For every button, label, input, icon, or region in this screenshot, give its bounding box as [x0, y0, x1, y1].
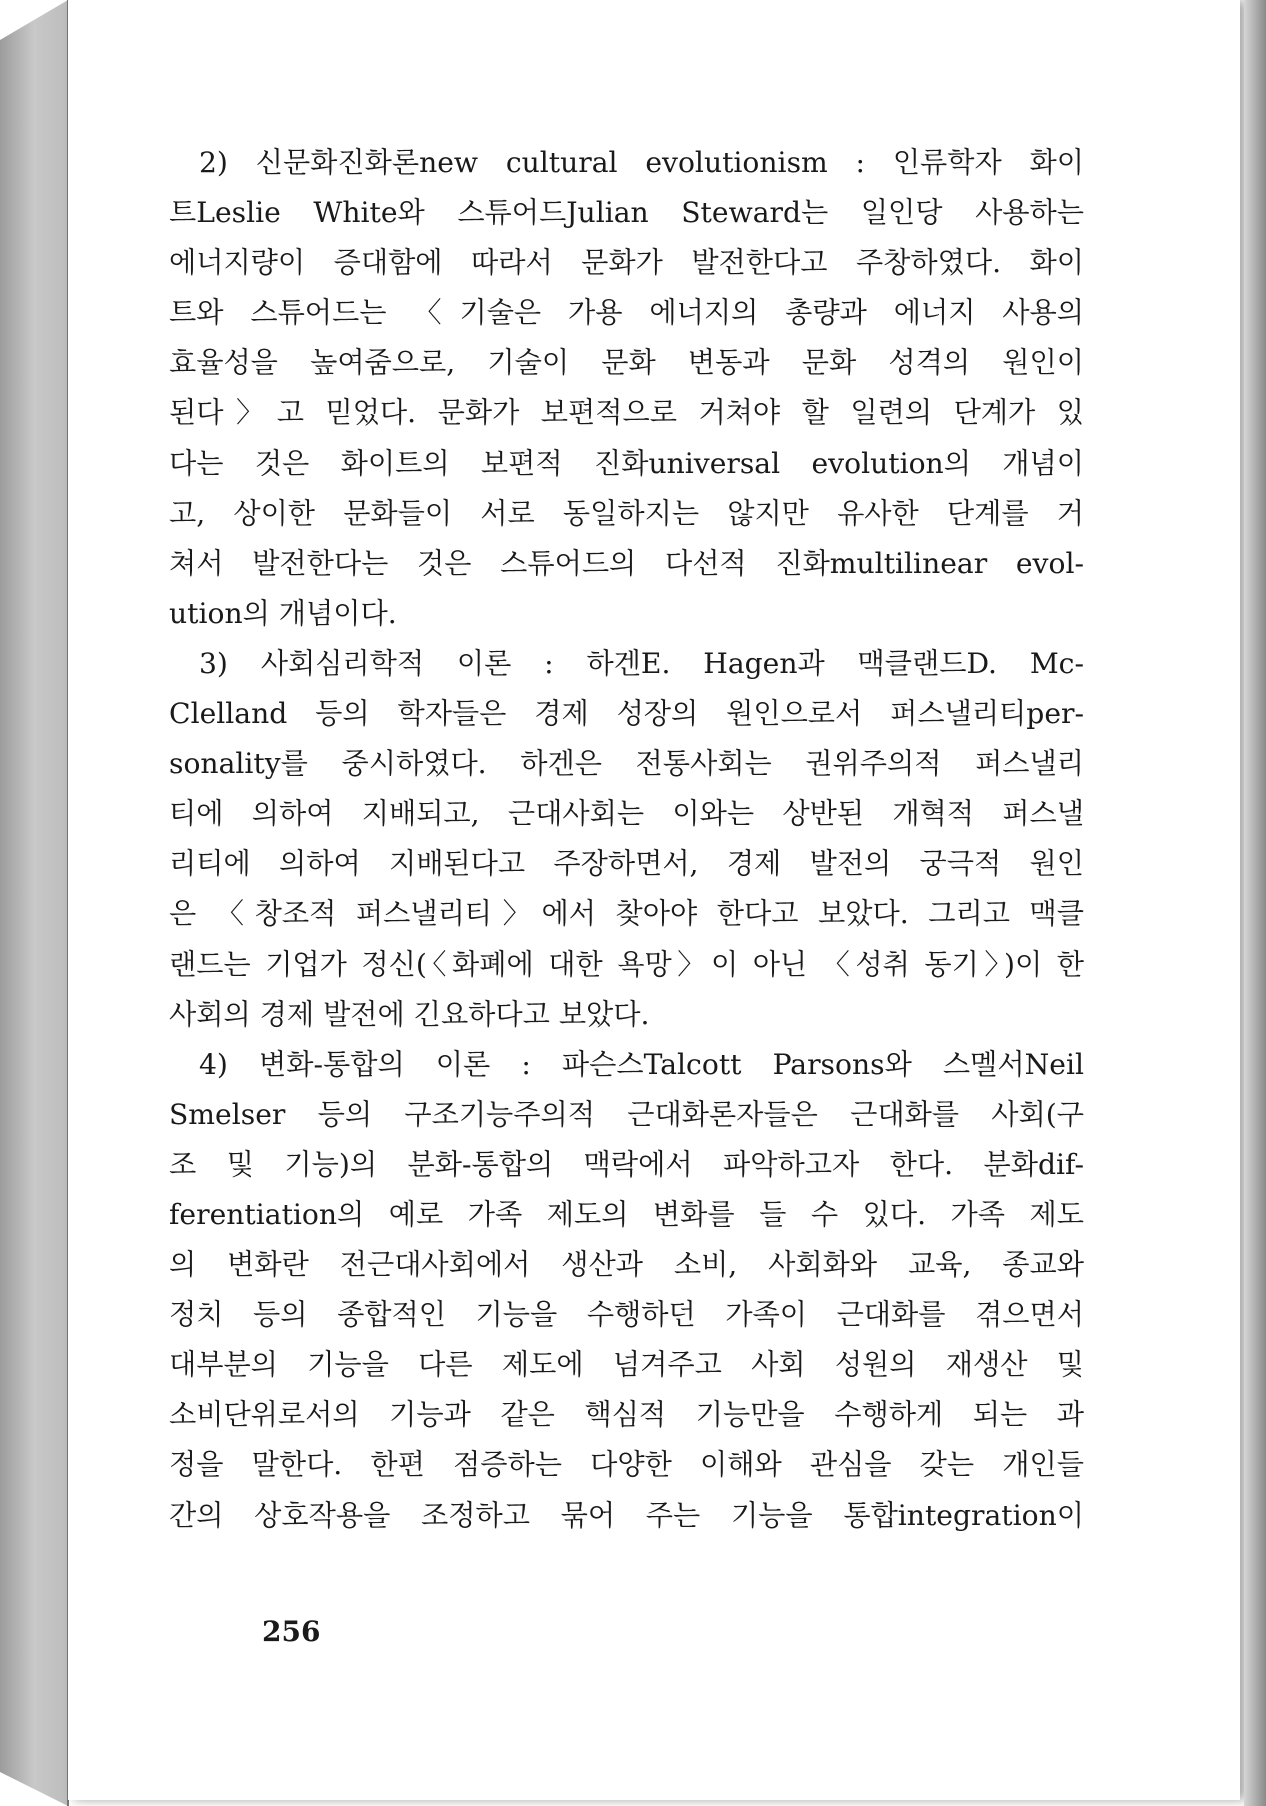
text-line: ution의 개념이다. — [169, 596, 397, 630]
text-line: Smelser 등의 구조기능주의적 근대화론자들은 근대화를 사회(구 — [169, 1097, 1084, 1131]
text-line: 대부분의 기능을 다른 제도에 넘겨주고 사회 성원의 재생산 및 — [169, 1348, 1084, 1382]
text-line: 트Leslie White와 스튜어드Julian Steward는 일인당 사용하는 — [169, 196, 1084, 230]
body-text — [169, 138, 1084, 1541]
text-line: 다는 것은 화이트의 보편적 진화universal evolution의 개념이 — [169, 446, 1084, 480]
text-line: 의 변화란 전근대사회에서 생산과 소비, 사회화와 교육, 종교와 — [169, 1248, 1084, 1282]
text-line: 트와 스튜어드는 〈기술은 가용 에너지의 총량과 에너지 사용의 — [169, 296, 1084, 330]
text-line: 쳐서 발전한다는 것은 스튜어드의 다선적 진화multilinear evol- — [169, 546, 1084, 580]
page-edge-shadow — [1244, 0, 1266, 1806]
text-line: 정치 등의 종합적인 기능을 수행하던 가족이 근대화를 겪으면서 — [169, 1298, 1084, 1332]
text-line: 리티에 의하여 지배된다고 주장하면서, 경제 발전의 궁극적 원인 — [169, 847, 1084, 881]
text-line: Clelland 등의 학자들은 경제 성장의 원인으로서 퍼스낼리티per- — [169, 697, 1084, 731]
text-line: 고, 상이한 문화들이 서로 동일하지는 않지만 유사한 단계를 거 — [169, 496, 1084, 530]
text-line: sonality를 중시하였다. 하겐은 전통사회는 권위주의적 퍼스낼리 — [169, 747, 1084, 781]
text-line: 사회의 경제 발전에 긴요하다고 보았다. — [169, 997, 650, 1031]
book-spine — [0, 0, 70, 1806]
text-line: 4) 변화-통합의 이론 : 파슨스Talcott Parsons와 스멜서Neil — [199, 1047, 1084, 1081]
text-line: 에너지량이 증대함에 따라서 문화가 발전한다고 주창하였다. 화이 — [169, 246, 1084, 280]
text-line: 랜드는 기업가 정신(〈화폐에 대한 욕망〉이 아닌 〈성취 동기〉)이 한 — [169, 947, 1084, 981]
text-line: 티에 의하여 지배되고, 근대사회는 이와는 상반된 개혁적 퍼스낼 — [169, 797, 1084, 831]
text-line: 정을 말한다. 한편 점증하는 다양한 이해와 관심을 갖는 개인들 — [169, 1448, 1084, 1482]
text-line: 소비단위로서의 기능과 같은 핵심적 기능만을 수행하게 되는 과 — [169, 1398, 1084, 1432]
text-line: 2) 신문화진화론new cultural evolutionism : 인류학자 화이 — [199, 146, 1084, 179]
text-line: 은 〈창조적 퍼스낼리티〉에서 찾아야 한다고 보았다. 그리고 맥클 — [169, 897, 1084, 931]
text-line: 효율성을 높여줌으로, 기술이 문화 변동과 문화 성격의 원인이 — [169, 346, 1084, 380]
text-line: 된다〉고 믿었다. 문화가 보편적으로 거쳐야 할 일련의 단계가 있 — [169, 396, 1084, 430]
page-number: 256 — [262, 1615, 321, 1648]
text-line: ferentiation의 예로 가족 제도의 변화를 들 수 있다. 가족 제도 — [169, 1197, 1084, 1231]
text-line: 조 및 기능)의 분화-통합의 맥락에서 파악하고자 한다. 분화dif- — [169, 1147, 1084, 1181]
text-line: 간의 상호작용을 조정하고 묶어 주는 기능을 통합integration이 — [169, 1498, 1084, 1532]
text-line: 3) 사회심리학적 이론 : 하겐E. Hagen과 맥클랜드D. Mc- — [199, 646, 1084, 680]
